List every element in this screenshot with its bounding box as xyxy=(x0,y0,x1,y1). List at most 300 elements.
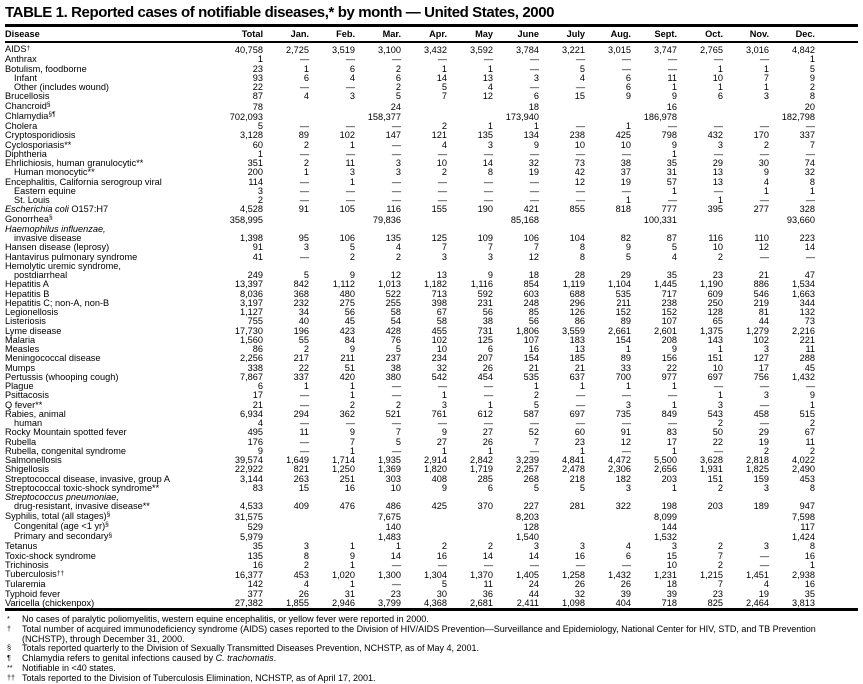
value-cell: — xyxy=(299,436,309,447)
text-segment: Rocky Mountain spotted fever xyxy=(5,427,127,438)
value-cell: 231 xyxy=(477,297,493,308)
value-cell xyxy=(585,532,631,542)
table-row xyxy=(5,159,858,168)
disease-name xyxy=(5,354,217,363)
value-cell: 453 xyxy=(799,473,815,484)
value-cell: 1,424 xyxy=(792,532,815,542)
text-segment: Malaria xyxy=(5,334,36,345)
value-cell: 1 xyxy=(533,121,539,131)
value-cell: 3 xyxy=(717,399,723,410)
value-cell: 38 xyxy=(482,316,493,327)
value-cell: 81 xyxy=(758,307,769,317)
value-cell: 16 xyxy=(804,579,815,590)
value-cell: 535 xyxy=(523,371,539,382)
value-cell: — xyxy=(483,148,493,159)
value-cell: 9 xyxy=(441,482,447,493)
row-spacer xyxy=(815,354,858,363)
value-cell: — xyxy=(437,381,447,391)
value-cell: 8 xyxy=(809,482,815,493)
value-cell: 2 xyxy=(717,559,723,570)
value-cell: 44 xyxy=(758,316,769,327)
value-cell: 1,714 xyxy=(332,455,355,465)
value-cell: 10 xyxy=(620,139,631,150)
value-cell: 3 xyxy=(303,541,309,552)
value-cell: 4,368 xyxy=(424,597,447,608)
value-cell: 609 xyxy=(707,288,723,299)
value-cell: — xyxy=(299,121,309,131)
value-cell: 8 xyxy=(579,251,585,262)
value-cell: 337 xyxy=(293,371,309,382)
row-spacer xyxy=(815,317,858,326)
value-cell: 31 xyxy=(344,588,355,599)
value-cell xyxy=(263,102,309,112)
value-cell: 86 xyxy=(252,344,263,354)
value-cell xyxy=(677,102,723,112)
text-segment: Hepatitis B xyxy=(5,288,50,299)
value-cell: 27 xyxy=(482,427,493,438)
value-cell: 425 xyxy=(431,501,447,512)
value-cell: 183 xyxy=(569,334,585,345)
text-segment: Anthrax xyxy=(5,54,37,65)
value-cell: — xyxy=(575,121,585,131)
table-row xyxy=(5,42,858,55)
value-cell: 3,015 xyxy=(608,45,631,55)
value-cell: 198 xyxy=(661,501,677,512)
value-cell: — xyxy=(529,195,539,205)
value-cell xyxy=(309,532,355,542)
value-cell: 1,663 xyxy=(792,288,815,299)
value-cell: 268 xyxy=(523,473,539,484)
table-row xyxy=(5,187,858,196)
value-cell: 21 xyxy=(758,270,769,280)
value-cell: 156 xyxy=(661,353,677,364)
row-spacer xyxy=(815,542,858,551)
footnote-text xyxy=(22,654,858,664)
value-cell: 4 xyxy=(579,72,585,83)
value-cell: — xyxy=(759,121,769,131)
value-cell: 700 xyxy=(615,371,631,382)
value-cell: 2,257 xyxy=(516,464,539,475)
value-cell: 6 xyxy=(717,91,723,102)
table-row xyxy=(5,552,858,561)
value-cell: 543 xyxy=(707,408,723,419)
value-cell: 3,221 xyxy=(562,45,585,55)
value-cell: 1,432 xyxy=(792,371,815,382)
table-row xyxy=(5,141,858,150)
table-row xyxy=(5,419,858,428)
value-cell: 22,922 xyxy=(234,464,263,475)
value-cell: — xyxy=(299,195,309,205)
value-cell xyxy=(447,112,493,122)
value-cell: 842 xyxy=(293,279,309,290)
value-cell: — xyxy=(483,559,493,570)
row-spacer xyxy=(815,168,858,177)
value-cell: 2 xyxy=(395,251,401,262)
value-cell: 1,825 xyxy=(746,464,769,475)
value-cell: 5 xyxy=(533,399,539,410)
value-cell: 73 xyxy=(804,316,815,327)
text-segment: Rubella, congenital syndrome xyxy=(5,445,127,456)
row-spacer xyxy=(815,290,858,299)
row-spacer xyxy=(815,141,858,150)
value-cell: 8,203 xyxy=(516,511,539,522)
value-cell: 3,592 xyxy=(470,45,493,55)
value-cell: 2,601 xyxy=(654,325,677,336)
text-segment: Psittacosis xyxy=(5,390,49,401)
value-cell: 151 xyxy=(707,353,723,364)
value-cell: 542 xyxy=(431,371,447,382)
value-cell xyxy=(401,112,447,122)
value-cell: 4 xyxy=(487,82,493,92)
value-cell: 1 xyxy=(671,399,677,410)
value-cell xyxy=(401,215,447,225)
value-cell: — xyxy=(805,381,815,391)
value-cell: — xyxy=(437,185,447,196)
value-cell: 221 xyxy=(799,334,815,345)
value-cell: 5 xyxy=(349,242,355,253)
value-cell xyxy=(447,102,493,112)
value-cell: — xyxy=(345,54,355,65)
value-cell: 7 xyxy=(441,242,447,253)
footnote-marker: § xyxy=(108,531,113,539)
value-cell: 16 xyxy=(252,559,263,570)
text-segment: Syphilis, total (all stages) xyxy=(5,510,107,521)
text-segment: Streptococcal toxic-shock syndrome** xyxy=(5,482,160,493)
value-cell: 67 xyxy=(804,427,815,438)
value-cell: 425 xyxy=(615,130,631,141)
value-cell: 4,841 xyxy=(562,455,585,465)
value-cell: 2 xyxy=(349,251,355,262)
table-row xyxy=(5,112,858,122)
table-row xyxy=(5,131,858,140)
value-cell xyxy=(401,512,447,522)
text-segment: O157:H7 xyxy=(68,204,109,215)
row-spacer xyxy=(815,187,858,196)
text-segment: Primary and secondary xyxy=(14,531,109,541)
value-cell: 9 xyxy=(349,427,355,438)
value-cell: 2,914 xyxy=(424,455,447,465)
text-segment: Lyme disease xyxy=(5,325,62,336)
value-cell: 294 xyxy=(293,408,309,419)
value-cell: 12 xyxy=(758,242,769,253)
value-cell: — xyxy=(575,185,585,196)
disease-name xyxy=(5,42,217,55)
value-cell: 3,016 xyxy=(746,45,769,55)
value-cell: 9 xyxy=(257,445,263,456)
value-cell: 16 xyxy=(436,550,447,561)
value-cell: — xyxy=(759,418,769,428)
value-cell: 87 xyxy=(252,91,263,102)
value-cell: 522 xyxy=(385,288,401,299)
value-cell: 2 xyxy=(717,482,723,493)
value-cell: 110 xyxy=(754,233,769,243)
column-header-nov: Nov. xyxy=(723,26,769,43)
value-cell: — xyxy=(759,54,769,65)
value-cell: 85 xyxy=(528,307,539,317)
value-cell: 56 xyxy=(482,307,493,317)
value-cell: — xyxy=(437,195,447,205)
value-cell: 1,532 xyxy=(654,532,677,542)
row-spacer xyxy=(815,552,858,561)
value-cell: — xyxy=(621,559,631,570)
row-spacer xyxy=(815,373,858,382)
value-cell: 58 xyxy=(436,316,447,327)
value-cell: 16,377 xyxy=(234,570,263,580)
value-cell: 9 xyxy=(533,139,539,150)
value-cell: 1,649 xyxy=(286,455,309,465)
value-cell: — xyxy=(575,418,585,428)
value-cell: — xyxy=(529,185,539,196)
text-segment: Cryptosporidiosis xyxy=(5,130,76,141)
value-cell: 33 xyxy=(620,362,631,373)
value-cell: 6 xyxy=(487,482,493,493)
value-cell: 56 xyxy=(528,316,539,327)
value-cell: 1,398 xyxy=(240,233,263,243)
row-spacer xyxy=(815,336,858,345)
value-cell: — xyxy=(529,176,539,187)
value-cell: 1 xyxy=(671,381,677,391)
value-cell: 142 xyxy=(247,579,263,590)
value-cell: 6 xyxy=(625,72,631,83)
row-spacer xyxy=(815,65,858,74)
value-cell: 3,128 xyxy=(240,130,263,141)
value-cell: 2,681 xyxy=(470,597,493,608)
value-cell: 1,116 xyxy=(470,279,493,290)
value-cell: 1 xyxy=(671,185,677,196)
value-cell: 10 xyxy=(712,72,723,83)
value-cell: 4 xyxy=(763,579,769,590)
value-cell: 24 xyxy=(390,101,401,112)
value-cell: 31 xyxy=(666,167,677,178)
value-cell: — xyxy=(713,381,723,391)
value-cell: 303 xyxy=(385,473,401,484)
table-row xyxy=(5,299,858,308)
value-cell: 5 xyxy=(257,121,263,131)
value-cell: 1,405 xyxy=(516,570,539,580)
value-cell: 85,168 xyxy=(510,214,539,225)
table-row xyxy=(5,391,858,400)
text-segment: Tuberculosis xyxy=(5,569,57,579)
value-cell: 5 xyxy=(441,82,447,92)
value-cell: — xyxy=(345,195,355,205)
value-cell: — xyxy=(299,399,309,410)
table-row xyxy=(5,253,858,262)
row-spacer xyxy=(815,419,858,428)
value-cell: 688 xyxy=(569,288,585,299)
value-cell: — xyxy=(437,54,447,65)
table-row xyxy=(5,532,858,542)
value-cell: 203 xyxy=(661,473,677,484)
value-cell: 207 xyxy=(477,353,493,364)
row-spacer xyxy=(815,401,858,410)
text-segment: Human monocytic** xyxy=(14,167,95,178)
value-cell: 453 xyxy=(293,570,309,580)
text-segment: Tularemia xyxy=(5,579,46,590)
value-cell: — xyxy=(713,185,723,196)
value-cell: 1,127 xyxy=(240,307,263,317)
table-title: TABLE 1. Reported cases of notifiable diseases,* by month — United States, 2000 xyxy=(5,4,555,21)
value-cell xyxy=(539,532,585,542)
row-spacer xyxy=(815,428,858,437)
row-spacer xyxy=(815,561,858,570)
value-cell: 9 xyxy=(441,427,447,438)
value-cell: 234 xyxy=(431,353,447,364)
value-cell: 2,411 xyxy=(516,597,539,608)
value-cell: 10 xyxy=(712,362,723,373)
column-header-june: June xyxy=(493,26,539,43)
table-row xyxy=(5,74,858,83)
value-cell: 1 xyxy=(625,121,631,131)
value-cell: 20 xyxy=(804,101,815,112)
value-cell: 2 xyxy=(441,541,447,552)
text-segment: Brucellosis xyxy=(5,91,50,102)
value-cell: — xyxy=(391,139,401,150)
value-cell: 16 xyxy=(804,550,815,561)
value-cell: 7 xyxy=(717,550,723,561)
value-cell: 702,093 xyxy=(229,111,263,122)
text-segment: human xyxy=(14,418,43,428)
value-cell: 1 xyxy=(579,381,585,391)
value-cell: 116 xyxy=(386,204,401,215)
value-cell: 1 xyxy=(441,445,447,456)
footnotes xyxy=(5,615,858,684)
value-cell: 697 xyxy=(707,371,723,382)
value-cell: — xyxy=(667,54,677,65)
value-cell: 454 xyxy=(477,371,493,382)
value-cell: 22 xyxy=(712,436,723,447)
text-segment: Meningococcal disease xyxy=(5,353,101,364)
row-spacer xyxy=(815,391,858,400)
value-cell: 19 xyxy=(758,436,769,447)
value-cell xyxy=(401,532,447,542)
value-cell: 370 xyxy=(477,501,493,512)
row-spacer xyxy=(815,484,858,493)
value-cell: 1 xyxy=(625,344,631,354)
value-cell: 45 xyxy=(804,362,815,373)
value-cell: — xyxy=(299,54,309,65)
value-cell: 1 xyxy=(349,381,355,391)
value-cell: 2,765 xyxy=(700,45,723,55)
value-cell: 116 xyxy=(708,233,723,243)
value-cell: 196 xyxy=(293,325,309,336)
value-cell: 1 xyxy=(671,148,677,159)
value-cell: 777 xyxy=(661,204,677,215)
column-header-mar: Mar. xyxy=(355,26,401,43)
value-cell: 83 xyxy=(666,427,677,438)
value-cell: 603 xyxy=(523,288,539,299)
value-cell: — xyxy=(759,148,769,159)
footnote-symbol: †† xyxy=(7,672,15,682)
value-cell: 91 xyxy=(620,427,631,438)
value-cell: 275 xyxy=(339,297,355,308)
value-cell: 255 xyxy=(385,297,401,308)
text-segment: Congenital (age <1 yr) xyxy=(14,520,106,531)
value-cell: 32 xyxy=(574,588,585,599)
text-segment: Legionellosis xyxy=(5,307,59,317)
value-cell: 14 xyxy=(482,550,493,561)
text-segment: Botulism, foodborne xyxy=(5,63,87,74)
value-cell: 5 xyxy=(395,91,401,102)
value-cell: 718 xyxy=(661,597,677,608)
value-cell: 1,931 xyxy=(700,464,723,475)
value-cell: 6 xyxy=(349,63,355,74)
row-spacer xyxy=(815,364,858,373)
row-spacer xyxy=(815,262,858,271)
row-spacer xyxy=(815,131,858,140)
value-cell: 2 xyxy=(809,82,815,92)
value-cell: 2 xyxy=(533,390,539,401)
text-segment: Salmonellosis xyxy=(5,455,62,465)
value-cell xyxy=(263,215,309,225)
table-row xyxy=(5,215,858,225)
value-cell xyxy=(401,102,447,112)
text-segment: St. Louis xyxy=(14,195,50,205)
value-cell: — xyxy=(299,445,309,456)
value-cell: 2 xyxy=(441,121,447,131)
value-cell: 277 xyxy=(753,204,769,215)
value-cell: 4,842 xyxy=(792,45,815,55)
value-cell: — xyxy=(391,195,401,205)
value-cell: 4 xyxy=(441,139,447,150)
value-cell: 3 xyxy=(717,139,723,150)
value-cell: 2 xyxy=(763,445,769,456)
value-cell: 7 xyxy=(349,436,355,447)
value-cell xyxy=(723,532,769,542)
value-cell: 428 xyxy=(385,325,401,336)
value-cell: 219 xyxy=(753,297,769,308)
value-cell: 886 xyxy=(753,279,769,290)
text-segment: Varicella (chickenpox) xyxy=(5,597,95,608)
text-segment: . xyxy=(273,653,277,664)
value-cell: 8 xyxy=(303,550,309,561)
value-cell: 637 xyxy=(569,371,585,382)
row-spacer xyxy=(815,55,858,64)
value-cell: 4 xyxy=(763,176,769,187)
value-cell: — xyxy=(529,559,539,570)
value-cell: 1,258 xyxy=(562,570,585,580)
value-cell: 76 xyxy=(390,334,401,345)
value-cell xyxy=(677,215,723,225)
value-cell: 2 xyxy=(763,139,769,150)
value-cell: — xyxy=(759,381,769,391)
value-cell: 24 xyxy=(528,579,539,590)
text-segment: Shigellosis xyxy=(5,464,49,475)
value-cell: 16 xyxy=(666,101,677,112)
value-cell: 140 xyxy=(385,521,401,532)
value-cell: 1 xyxy=(809,559,815,570)
table-row xyxy=(5,178,858,187)
value-cell: 238 xyxy=(569,130,585,141)
value-cell xyxy=(539,102,585,112)
value-cell: 173,940 xyxy=(505,111,539,122)
value-cell: 9 xyxy=(625,91,631,102)
row-spacer xyxy=(815,382,858,391)
value-cell: 16 xyxy=(528,344,539,354)
text-segment: Eastern equine xyxy=(14,185,76,196)
table-row xyxy=(5,542,858,551)
value-cell: 368 xyxy=(293,288,309,299)
row-spacer xyxy=(815,122,858,131)
value-cell: 89 xyxy=(620,316,631,327)
value-cell: 11 xyxy=(483,579,493,590)
value-cell: 121 xyxy=(431,130,447,141)
value-cell: 476 xyxy=(339,501,355,512)
value-cell: 1,231 xyxy=(654,570,677,580)
value-cell: 3,100 xyxy=(378,45,401,55)
value-cell: 3,197 xyxy=(240,297,263,308)
value-cell: 2 xyxy=(809,418,815,428)
value-cell: 135 xyxy=(247,550,263,561)
